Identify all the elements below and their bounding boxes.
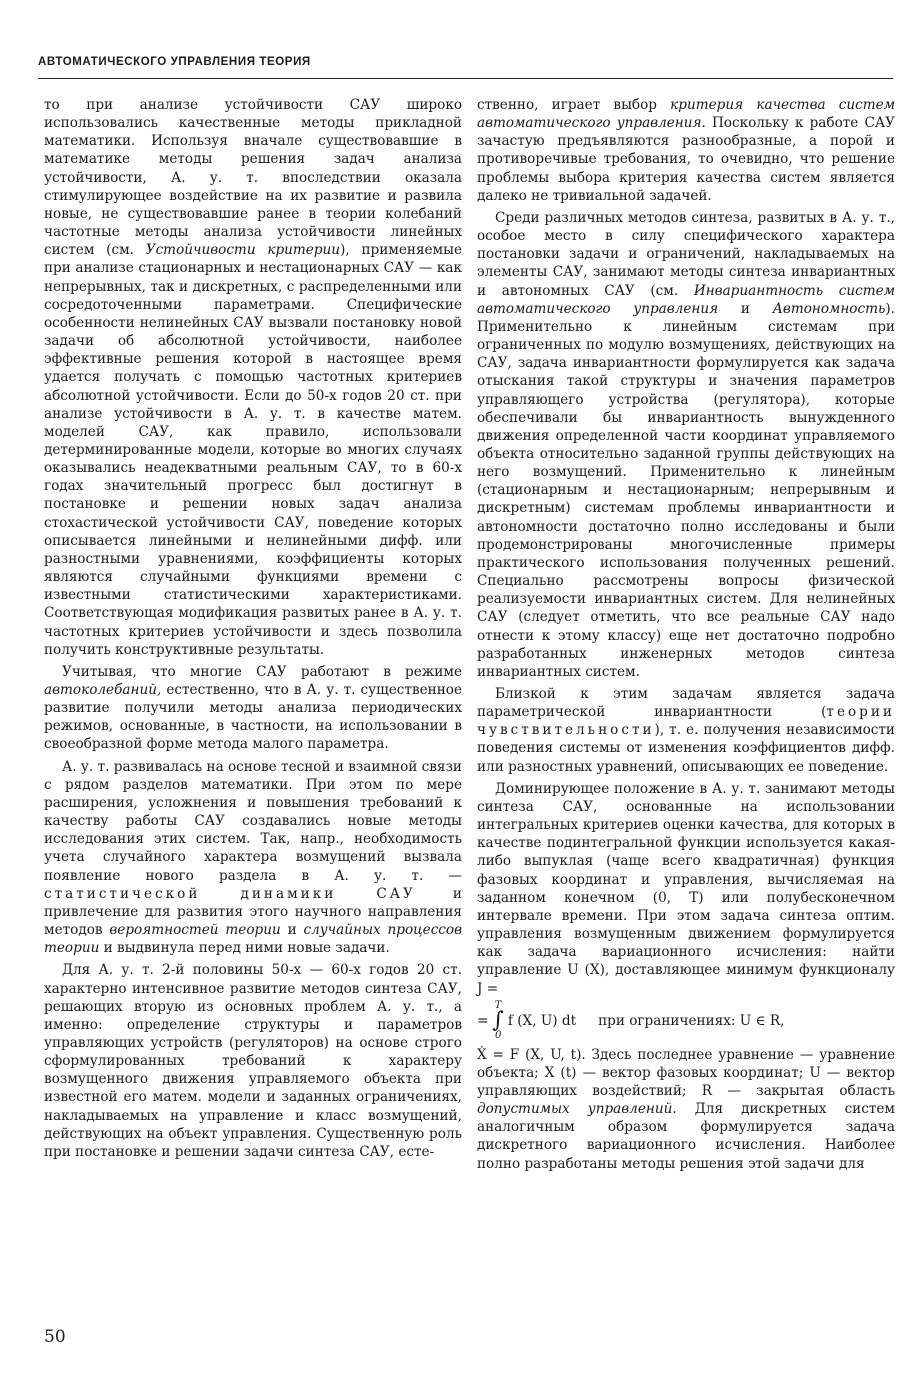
paragraph: ственно, играет выбор критерия качества систем автоматического управления. Поскольку к работе САУ зачастую предъявляются разнообразные, а порой и противоречивые требования, то очевидно, что решение проблемы выбора критерия качества систем является далеко не тривиальной задачей. bbox=[477, 97, 895, 204]
paragraph: Доминирующее положение в А. у. т. занимают методы синтеза САУ, основанные на использовании интегральных критериев оценки качества, для которых в качестве подинтегральной функции используется какая-либо выпуклая (чаще всего квадратичная) функция фазовых координат и управления, вычисляемая на заданном конечном (0, T) или полубесконечном интервале времени. При этом задача синтеза оптим. управления возмущенным движением формулируется как задача вариационного исчисления: найти управление U (X), доставляющее минимум функционалу J = bbox=[477, 780, 895, 997]
cross-reference: критерия качества систем автоматического управления. bbox=[477, 97, 895, 132]
constraint: при ограничениях: U ∈ R, bbox=[598, 1012, 785, 1029]
cross-reference: допустимых управлений. bbox=[477, 1101, 677, 1118]
running-header: АВТОМАТИЧЕСКОГО УПРАВЛЕНИЯ ТЕОРИЯ bbox=[38, 56, 311, 68]
spaced-term: статистической динамики САУ bbox=[44, 885, 416, 902]
paragraph: Для А. у. т. 2-й половины 50-х — 60-х годов 20 ст. характерно интенсивное развитие методов синтеза САУ, решающих вторую из основных проблем А. у. т., а именно: определение структуры и параметров управляющих устройств (регуляторов) на основе строго сформулированных требований к характеру возмущенного движения управляемого объекта при известной его матем. модели и заданных ограничениях, накладываемых на управление и класс возмущений, действующих на объект управления. Существенную роль при постановке и решении задачи синтеза САУ, есте- bbox=[44, 962, 462, 1160]
cross-reference: автоколебаний, bbox=[44, 682, 162, 698]
left-column bbox=[44, 96, 462, 1165]
page-number: 50 bbox=[44, 1327, 66, 1347]
cross-reference: вероятностей теории bbox=[109, 922, 281, 939]
paragraph: Учитывая, что многие САУ работают в режиме автоколебаний, естественно, что в А. у. т. существенное развитие получили методы анализа периодических режимов, основанные, в частности, на использовании в своеобразной форме метода малого параметра. bbox=[44, 663, 462, 753]
paragraph: А. у. т. развивалась на основе тесной и взаимной связи с рядом разделов математики. При этом по мере расширения, усложнения и повышения требований к качеству работы САУ создавались новые методы исследования этих систем. Так, напр., необходимость учета случайного характера возмущений вызвала появление нового раздела в А. у. т. — статистической динамики САУ и привлечение для развития этого научного направления методов вероятностей теории и случайных процессов теории и выдвинула перед ними новые задачи. bbox=[44, 758, 463, 957]
paragraph: то при анализе устойчивости САУ широко использовались качественные методы прикладной математики. Используя вначале существовавшие в математике методы решения задач анализа устойчивости, А. у. т. впоследствии оказала стимулирующее воздействие на их развитие и развила новые, не существовавшие ранее в теории колебаний частотные методы анализа устойчивости линейных систем (см. Устойчивости критерии), применяемые при анализе стационарных и нестационарных САУ — как непрерывных, так и дискретных, с распределенными или сосредоточенными параметрами. Специфические особенности нелинейных САУ вызвали постановку новой задачи об абсолютной устойчивости, наиболее эффективные решения которой в настоящее время удается получать с помощью частотных критериев абсолютной устойчивости. Если до 50-х годов 20 ст. при анализе устойчивости в А. у. т. в качестве матем. моделей САУ, как правило, использовали детерминированные модели, которые во многих случаях оказывались неадекватными реальным САУ, то в 60-х годах значительный прогресс был достигнут в постановке и решении новых задач анализа стохастической устойчивости САУ, поведение которых описывается линейными и нелинейными дифф. или разностными уравнениями, коэффициенты которых являются случайными функциями времени с известными статистическими характеристиками. Соответствующая модификация развитых ранее в А. у. т. частотных критериев устойчивости и здесь позволила получить конструктивные результаты. bbox=[44, 97, 462, 658]
header-rule bbox=[38, 78, 893, 79]
integral-formula: = T ∫ 0 f (X, U) dt при ограничениях: U ∈ R, bbox=[477, 999, 785, 1041]
paragraph: Среди различных методов синтеза, развитых в А. у. т., особое место в силу специфического характера постановки задачи и ограничений, накладываемых на элементы САУ, занимают методы синтеза инвариантных и автономных САУ (см. Инвариантность систем автоматического управления и Автономность). Применительно к линейным системам при ограниченных по модулю возмущениях, действующих на САУ, задача инвариантности формулируется как задача отыскания такой структуры и значения параметров управляющего устройства (регулятора), которые обеспечивали бы инвариантность вынужденного движения определенной части координат управляемого объекта относительно заданной группы действующих на него возмущений. Применительно к линейным (стационарным и нестационарным; непрерывным и дискретным) системам проблемы инвариантности и автономности достаточно полно исследованы и были продемонстрированы многочисленные примеры практического использования полученных решений. Специально рассмотрены вопросы физической реализуемости инвариантных систем. Для нелинейных САУ (следует отметить, что все реальные САУ надо отнести к этому классу) еще нет достаточно подробно разработанных инженерных методов синтеза инвариантных систем. bbox=[477, 209, 895, 680]
integrand: f (X, U) dt bbox=[507, 1012, 577, 1029]
right-column bbox=[477, 96, 895, 1177]
integral-sign: T ∫ 0 bbox=[492, 999, 504, 1041]
spaced-term: теории чувствительности bbox=[477, 704, 895, 739]
cross-reference: Автономность bbox=[772, 300, 886, 317]
paragraph: Близкой к этим задачам является задача параметрической инвариантности (теории чувствительности), т. е. получения независимости поведения системы от изменения коэффициентов дифф. или разностных уравнений, описывающих ее поведение. bbox=[477, 686, 895, 775]
cross-reference: случайных процессов теории bbox=[44, 922, 463, 957]
cross-reference: Инвариантность систем автоматического управления bbox=[477, 282, 895, 317]
cross-reference: Устойчивости критерии bbox=[145, 242, 341, 259]
paragraph: Ẋ = F (X, U, t). Здесь последнее уравнение — уравнение объекта; X (t) — вектор фазовых координат; U — вектор управляющих воздействий; R — закрытая область допустимых управлений. Для дискретных систем аналогичным образом формулируется задача дискретного вариационного исчисления. Наиболее полно разработаны методы решения этой задачи для bbox=[477, 1046, 895, 1172]
